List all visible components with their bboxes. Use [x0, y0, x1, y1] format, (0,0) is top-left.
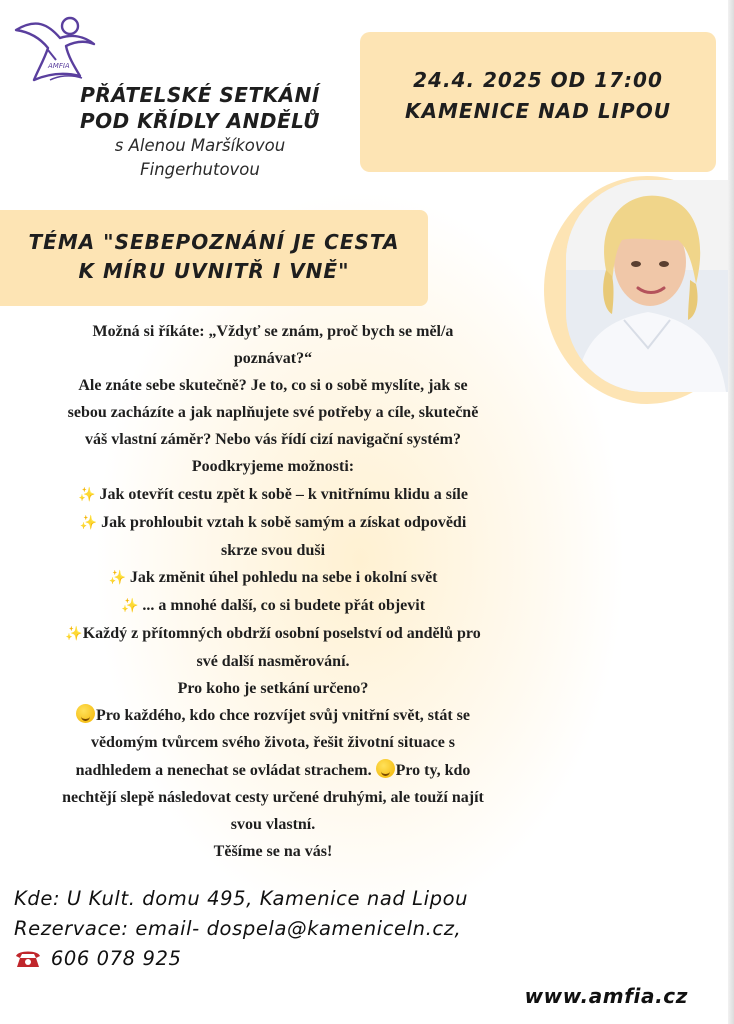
reservation-line: Rezervace: email- dospela@kameniceln.cz,: [14, 917, 462, 941]
sparkles-icon: ✨: [65, 627, 83, 643]
telephone-icon: [14, 947, 44, 967]
theme-line-1: TÉMA "SEBEPOZNÁNÍ JE CESTA: [28, 230, 400, 254]
contact-info: [14, 884, 714, 975]
list-item: ✨ Jak změnit úhel pohledu na sebe i okolní svět: [108, 568, 438, 586]
sparkles-icon: ✨: [120, 598, 139, 614]
list-item: ✨ ... a mnohé další, co si budete přát objevit: [120, 596, 426, 614]
list-item: ✨Každý z přítomných obdrží osobní poselství od andělů pro: [65, 625, 481, 643]
phone-line: [14, 944, 714, 974]
body-line: nechtějí slepě následovat cesty určené druhými, ale touží najít: [62, 788, 484, 806]
sparkles-icon: ✨: [79, 515, 98, 531]
body-line: poznávat?“: [233, 350, 313, 368]
sparkles-icon: ✨: [78, 487, 96, 503]
body-line: vědomým tvůrcem svého života, řešit životní situace s: [90, 734, 456, 752]
sparkles-icon: ✨: [108, 570, 126, 586]
hugging-face-icon: [76, 704, 95, 723]
theme-line-2: K MÍRU UVNITŘ I VNĚ": [78, 259, 350, 283]
body-line: Poodkryjeme možnosti:: [191, 458, 355, 476]
date-location-box: [360, 32, 716, 172]
location-line: Kde: U Kult. domu 495, Kamenice nad Lipou: [14, 887, 469, 910]
logo-text: AMFIA: [48, 62, 70, 70]
body-line: své další nasměrování.: [196, 653, 350, 671]
subtitle-line-1: s Alenou Maršíkovou: [114, 136, 286, 155]
amfia-angel-logo: [8, 10, 96, 86]
list-item: ✨ Jak otevřít cestu zpět k sobě – k vnitřnímu klidu a síle: [78, 485, 468, 503]
body-line: nadhledem a nenechat se ovládat strachem. Pro ty, kdo: [8, 757, 538, 784]
presenter-photo: [566, 180, 732, 392]
body-line: svou vlastní.: [230, 815, 316, 833]
page-edge: [728, 0, 734, 1024]
body-line: váš vlastní záměr? Nebo vás řídí cizí navigační systém?: [85, 431, 461, 449]
body-line: Ale znáte sebe skutečně? Je to, co si o sobě myslíte, jak se: [78, 377, 468, 395]
hugging-face-icon: [376, 759, 395, 778]
event-place: KAMENICE NAD LIPOU: [405, 99, 671, 123]
title-line-1: PŘÁTELSKÉ SETKÁNÍ: [80, 83, 320, 107]
phone-number: 606 078 925: [50, 947, 182, 971]
theme-box: [0, 210, 428, 306]
body-line: Těšíme se na vás!: [213, 842, 333, 860]
presenter-portrait-illustration: [566, 180, 732, 392]
list-item: ✨ Jak prohloubit vztah k sobě samým a získat odpovědi: [79, 513, 467, 531]
website-link[interactable]: www.amfia.cz: [524, 984, 688, 1008]
body-line: Možná si říkáte: „Vždyť se znám, proč bych se měl/a: [92, 323, 454, 340]
title-line-2: POD KŘÍDLY ANDĚLŮ: [79, 109, 321, 133]
subtitle-line-2: Fingerhutovou: [140, 159, 260, 179]
body-line: sebou zacházíte a jak naplňujete své potřeby a cíle, skutečně: [67, 404, 479, 422]
event-date: 24.4. 2025 OD 17:00: [413, 68, 663, 92]
body-line: skrze svou duši: [220, 541, 326, 559]
list-item: Pro každého, kdo chce rozvíjet svůj vnitřní svět, stát se: [8, 702, 538, 729]
event-title: [40, 82, 360, 182]
body-line: Pro koho je setkání určeno?: [177, 680, 369, 698]
description-text: [8, 318, 538, 865]
